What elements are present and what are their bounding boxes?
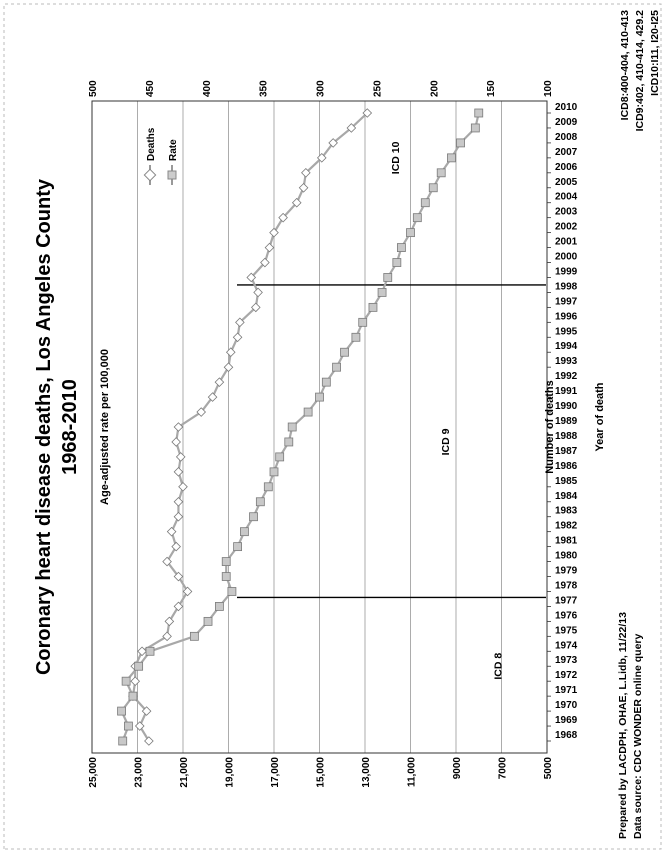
x-tick-label: 1992	[555, 371, 578, 383]
x-tick-label: 1972	[555, 670, 578, 682]
legend-deaths-label: Deaths	[146, 127, 157, 161]
rate-point	[204, 617, 212, 625]
x-tick-label: 2009	[555, 116, 578, 128]
x-tick-label: 1993	[555, 356, 578, 368]
x-tick-label: 1979	[555, 565, 578, 577]
legend-rate-label: Rate	[168, 139, 179, 161]
left-axis-ticks	[88, 757, 554, 788]
x-tick-label: 1968	[555, 730, 578, 741]
x-tick-label: 2007	[555, 146, 578, 158]
x-tick-label: 1989	[555, 416, 578, 427]
rate-point	[447, 154, 455, 162]
rate-point	[250, 513, 258, 521]
rate-point	[146, 647, 154, 655]
x-tick-label: 1999	[555, 266, 578, 278]
rate-point	[352, 333, 360, 341]
rate-point	[304, 408, 312, 416]
x-tick-label: 2006	[555, 161, 578, 173]
rate-point	[393, 259, 401, 267]
rate-point	[437, 169, 445, 177]
rate-point	[359, 318, 367, 326]
series-line-deaths	[133, 113, 367, 741]
right-axis-ticks	[88, 80, 554, 97]
rate-point	[256, 498, 264, 506]
rate-point	[215, 602, 223, 610]
x-tick-label: 2003	[555, 206, 578, 218]
x-tick-label: 2000	[555, 251, 578, 263]
y-right-tick-label: 400	[201, 80, 213, 97]
x-tick-label: 1994	[555, 341, 578, 353]
x-tick-label: 2002	[555, 221, 578, 233]
rate-point	[475, 109, 483, 117]
x-tick-label: 2004	[555, 191, 578, 203]
icd-annotation: ICD 9	[440, 428, 453, 456]
x-tick-label: 1986	[555, 460, 578, 472]
y-left-tick-label: 15,000	[315, 757, 327, 788]
y-left-tick-label: 9000	[452, 757, 463, 780]
x-tick-label: 1981	[555, 535, 578, 547]
x-tick-label: 1987	[555, 445, 578, 457]
rate-point	[118, 707, 126, 715]
y-right-axis-label: Age-adjusted rate per 100,000	[99, 349, 111, 505]
icd-annotations	[390, 141, 504, 679]
deaths-point	[265, 243, 273, 251]
deaths-point	[233, 333, 241, 341]
footer-icd10-codes: ICD10:I11, I20-I25	[649, 10, 661, 96]
y-right-tick-label: 350	[258, 80, 270, 97]
x-axis-label: Year of death	[594, 382, 606, 452]
y-left-tick-label: 11,000	[406, 757, 418, 788]
x-tick-label: 1997	[555, 296, 578, 308]
series-rate	[118, 109, 483, 745]
rate-point	[384, 273, 392, 281]
rate-point	[413, 214, 421, 222]
x-tick-label: 1970	[555, 700, 578, 712]
rate-point	[369, 303, 377, 311]
x-tick-label: 1974	[555, 640, 578, 652]
deaths-point	[179, 483, 187, 491]
x-tick-label: 1976	[555, 610, 578, 622]
icd-annotation: ICD 8	[492, 652, 505, 680]
deaths-point	[172, 438, 180, 446]
y-left-tick-label: 5000	[543, 757, 554, 780]
footer-icd8-codes: ICD8:400-404, 410-413	[619, 10, 631, 121]
y-right-tick-label: 500	[88, 80, 99, 97]
footer-data-source: Data source: CDC WONDER online query	[632, 633, 644, 839]
series-deaths	[129, 109, 372, 745]
deaths-point	[299, 184, 307, 192]
rate-point	[333, 363, 341, 371]
rate-point	[240, 528, 248, 536]
chart-title: Coronary heart disease deaths, Los Angeles County	[33, 178, 55, 676]
deaths-point	[254, 288, 262, 296]
rate-point	[322, 378, 330, 386]
y-right-tick-label: 450	[144, 80, 156, 97]
x-tick-label: 1991	[555, 386, 578, 398]
y-left-tick-label: 21,000	[179, 757, 190, 788]
y-left-tick-label: 19,000	[224, 757, 236, 788]
rate-point	[378, 288, 386, 296]
x-tick-label: 1983	[555, 505, 578, 517]
x-tick-label: 2008	[555, 131, 578, 143]
deaths-point	[174, 512, 182, 520]
legend-deaths-marker	[144, 169, 155, 180]
y-left-tick-label: 23,000	[133, 757, 145, 788]
rate-point	[270, 468, 278, 476]
rate-point	[222, 573, 230, 581]
y-left-tick-label: 13,000	[361, 757, 372, 788]
x-tick-label: 2005	[555, 176, 578, 188]
x-tick-label: 1988	[555, 430, 578, 442]
deaths-point	[174, 498, 182, 506]
deaths-point	[176, 453, 184, 461]
rate-point	[288, 423, 296, 431]
x-tick-label: 1973	[555, 655, 578, 667]
legend	[144, 127, 179, 185]
y-left-axis-label: Number of deaths	[544, 380, 556, 474]
rate-point	[222, 558, 230, 566]
deaths-point	[131, 677, 139, 685]
rate-point	[228, 587, 236, 595]
y-right-tick-label: 150	[486, 80, 498, 97]
rate-point	[457, 139, 465, 147]
chart-subtitle: 1968-2010	[59, 379, 81, 475]
x-tick-label: 1971	[555, 685, 578, 697]
rate-point	[124, 722, 132, 730]
icd-annotation: ICD 10	[390, 141, 403, 175]
deaths-point	[167, 527, 175, 535]
deaths-point	[174, 468, 182, 476]
y-left-tick-label: 7000	[497, 757, 509, 780]
rate-point	[341, 348, 349, 356]
x-tick-label: 1980	[555, 550, 578, 562]
rate-point	[285, 438, 293, 446]
rate-point	[471, 124, 479, 132]
x-tick-label: 1985	[555, 475, 578, 487]
rate-point	[135, 662, 143, 670]
gridlines	[138, 101, 502, 753]
rate-point	[407, 229, 415, 237]
series	[118, 109, 483, 745]
footer-icd9-codes: ICD9:402, 410-414, 429.2	[634, 10, 646, 132]
rate-point	[129, 692, 137, 700]
y-right-tick-label: 200	[429, 80, 441, 97]
x-tick-label: 1975	[555, 625, 578, 637]
x-tick-label: 1984	[555, 490, 578, 502]
y-left-tick-label: 17,000	[270, 757, 281, 788]
x-tick-label: 1982	[555, 520, 578, 532]
rate-point	[276, 453, 284, 461]
rate-point	[421, 199, 429, 207]
rate-point	[316, 393, 324, 401]
rate-point	[264, 483, 272, 491]
y-right-tick-label: 300	[315, 80, 327, 97]
footer-prepared-by: Prepared by LACDPH, OHAE, L.Lidb, 11/22/13	[617, 612, 629, 839]
rate-point	[122, 677, 130, 685]
icd-divider-lines	[237, 285, 546, 598]
x-tick-label: 2010	[555, 102, 578, 113]
rate-point	[119, 737, 127, 745]
legend-rate-marker	[168, 171, 176, 179]
rate-point	[234, 543, 242, 551]
x-tick-label: 2001	[555, 236, 578, 248]
x-tick-label: 1990	[555, 401, 578, 413]
x-tick-label: 1995	[555, 326, 578, 338]
x-tick-label: 1996	[555, 311, 578, 323]
rate-point	[397, 244, 405, 252]
x-tick-label: 1969	[555, 715, 578, 727]
x-tick-label: 1998	[555, 281, 578, 293]
rate-point	[429, 184, 437, 192]
rate-point	[190, 632, 198, 640]
y-right-tick-label: 100	[543, 80, 554, 97]
x-tick-label: 1977	[555, 595, 578, 607]
y-left-tick-label: 25,000	[88, 757, 99, 788]
y-right-tick-label: 250	[372, 80, 384, 97]
deaths-point	[227, 348, 235, 356]
x-tick-label: 1978	[555, 580, 578, 592]
